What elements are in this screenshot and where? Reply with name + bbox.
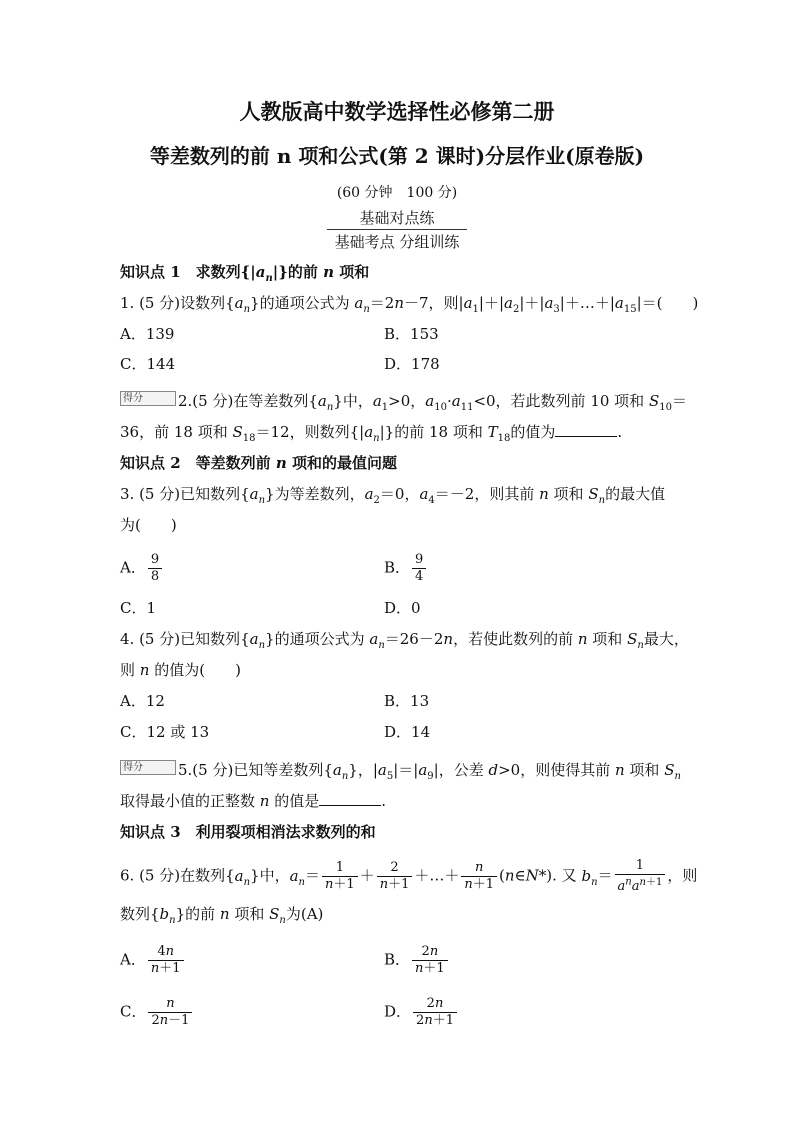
q3-option-a: A． $\frac{9}{8}$ [120,552,164,585]
knowledge-point-2: 知识点 2 等差数列前 n 项和的最值问题 [120,454,398,472]
question-5-cont: 取得最小值的正整数 n 的值是 . [120,792,387,810]
time-score: (60 分钟 100 分) [336,185,458,201]
question-5: 得分 5.(5 分)已知等差数列$\{a_n\}$，$|a_5|=|a_9|$，公差 d>0，则使得其前 n 项和 $S_n$ [120,760,681,787]
q6-option-a: A． $\frac{4n}{n+1}$ [120,944,186,977]
q1-option-c: C．144 [120,355,176,373]
q4-option-b: B．13 [384,692,430,710]
question-4-cont: 则 n 的值为( ) [120,661,241,679]
question-6: 6. (5 分)在数列$\{a_n\}$中，$a_n=$ $\frac{1}{n+1}$ ＋ $\frac{2}{n+1}$ ＋…＋ $\frac{n}{n+1}$ (n∈N*). 又 $b_n=$ $\frac{1}{a^na^{n+1}}$ ，则 [120,858,698,895]
knowledge-point-3: 知识点 3 利用裂项相消法求数列的和 [120,823,376,841]
knowledge-point-1: 知识点 1 求数列$\{|a_n|\}$的前 n 项和 [120,263,370,284]
score-box: 得分 [120,391,176,406]
question-2: 得分 2.(5 分)在等差数列$\{a_n\}$中，$a_1>0$，$a_{10}\cdot a_{11}<0$，若此数列前 10 项和 $S_{10}=$ [120,391,687,418]
q3-option-c: C．1 [120,599,157,617]
section-title: 基础对点练 [327,207,467,230]
section-subtitle: 基础考点 分组训练 [334,233,460,251]
question-1: 1. (5 分)设数列$\{a_n\}$的通项公式为 $a_n=2n-7$，则$|a_1|+|a_2|+|a_3|+\dots+|a_{15}|=$( ) [120,294,699,315]
question-2-cont: 36，前 18 项和 $S_{18}=12$，则数列$\{|a_n|\}$的前 18 项和 $T_{18}$的值为 . [120,423,623,444]
question-3: 3. (5 分)已知数列$\{a_n\}$为等差数列，$a_2=0$，$a_4=-2$，则其前 n 项和 $S_n$的最大值 [120,485,666,506]
q1-option-a: A．139 [120,325,175,343]
document-subtitle: 等差数列的前 n 项和公式(第 2 课时)分层作业(原卷版) [149,144,645,168]
q1-option-d: D．178 [384,355,440,373]
q3-option-d: D．0 [384,599,421,617]
score-box: 得分 [120,760,176,775]
q4-option-d: D．14 [384,723,431,741]
q1-option-b: B．153 [384,325,439,343]
q6-option-b: B． $\frac{2n}{n+1}$ [384,944,450,977]
q4-option-c: C．12 或 13 [120,723,210,741]
question-6-cont: 数列$\{b_n\}$的前 n 项和 $S_n$为(A) [120,905,324,926]
q6-option-d: D． $\frac{2n}{2n+1}$ [384,996,459,1029]
question-4: 4. (5 分)已知数列$\{a_n\}$的通项公式为 $a_n=26-2n$，若使此数列的前 n 项和 $S_n$最大， [120,630,689,651]
document-title: 人教版高中数学选择性必修第二册 [239,99,555,124]
q6-option-c: C． $\frac{n}{2n-1}$ [120,996,194,1029]
q4-option-a: A．12 [120,692,165,710]
q3-option-b: B． $\frac{9}{4}$ [384,552,428,585]
question-3-cont: 为( ) [120,516,177,534]
